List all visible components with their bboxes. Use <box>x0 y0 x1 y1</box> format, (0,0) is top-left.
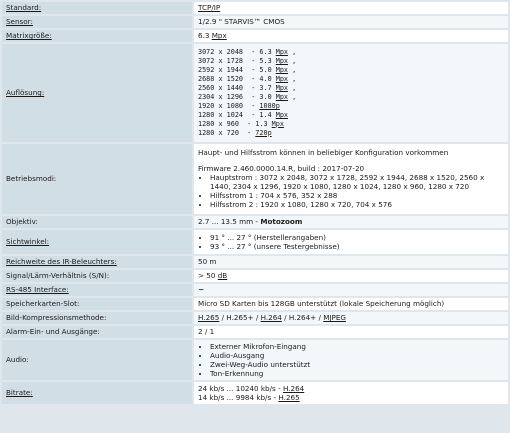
label-alarm: Alarm-Ein- und Ausgänge: <box>2 326 192 338</box>
value-alarm: 2 / 1 <box>194 326 508 338</box>
row-bitrate <box>2 382 508 404</box>
snr-value: > 50 <box>198 271 218 281</box>
row-memory <box>2 298 508 310</box>
mpx-link[interactable]: Mpx <box>275 48 289 57</box>
row-lens <box>2 216 508 228</box>
value-matrix <box>194 30 508 42</box>
list-item: • 91 ° ... 27 ° (Herstellerangaben) <box>210 233 504 242</box>
separator-text: / H.264+ / <box>281 313 324 323</box>
resolution-line: 1280 x 960 - 1.3 Mpx <box>198 119 284 128</box>
row-rs485 <box>2 284 508 296</box>
bitrate-line: 14 kb/s ... 9984 kb/s - H.265 <box>198 393 300 402</box>
value-ir: 50 m <box>194 256 508 268</box>
mode-list <box>198 173 504 210</box>
audio-list <box>198 342 504 379</box>
label-memory: Speicherkarten-Slot: <box>2 298 192 310</box>
list-item: • Hilfsstrom 1 : 704 x 576, 352 x 288 <box>210 191 504 200</box>
label-resolution[interactable]: Auflösung: <box>2 44 192 142</box>
row-resolution <box>2 44 508 142</box>
mode-intro: Haupt- und Hilfsstrom können in beliebiger Konfiguration vorkommen <box>198 148 449 158</box>
value-compression <box>194 312 508 324</box>
label-angle[interactable]: Sichtwinkel: <box>2 230 192 254</box>
label-lens: Objektiv: <box>2 216 192 228</box>
720p-link[interactable]: 720p <box>255 128 272 137</box>
row-mode <box>2 144 508 214</box>
row-standard <box>2 2 508 14</box>
value-angle <box>194 230 508 254</box>
row-ir <box>2 256 508 268</box>
mpx-link[interactable]: Mpx <box>275 66 289 75</box>
angle-list <box>198 233 504 251</box>
row-snr <box>2 270 508 282</box>
value-audio <box>194 340 508 380</box>
label-compression: Bild-Kompressionsmethode: <box>2 312 192 324</box>
list-item: • Externer Mikrofon-Eingang <box>210 342 504 351</box>
list-item: • Zwei-Weg-Audio unterstützt <box>210 360 504 369</box>
label-mode: Betriebsmodi: <box>2 144 192 214</box>
list-item: • Hilfsstrom 2 : 1920 x 1080, 1280 x 720, 704 x 576 <box>210 200 504 209</box>
firmware-text: Firmware 2.460.0000.14.R, build : 2017-07-20 <box>198 163 365 173</box>
matrix-value-text: 6.3 <box>198 31 212 41</box>
resolution-line: 2304 x 1296 - 3.0 Mpx , <box>198 93 297 101</box>
value-standard[interactable]: TCP/IP <box>194 2 508 14</box>
resolution-line: 3072 x 1728 - 5.3 Mpx , <box>198 57 297 66</box>
motozoom-label: Motozoom <box>260 217 303 227</box>
lens-range: 2.7 ... 13.5 mm - <box>198 217 261 227</box>
h265-link[interactable]: H.265 <box>198 313 220 323</box>
resolution-line: 1280 x 1024 - 1.4 Mpx <box>198 110 289 119</box>
list-item: • Audio-Ausgang <box>210 351 504 360</box>
1080p-link[interactable]: 1080p <box>259 101 280 110</box>
value-lens <box>194 216 508 228</box>
h264-link[interactable]: H.264 <box>282 383 305 393</box>
label-bitrate[interactable]: Bitrate: <box>2 382 192 404</box>
resolution-line: 2592 x 1944 - 5.0 Mpx , <box>198 66 297 75</box>
label-sensor[interactable]: Sensor: <box>2 16 192 28</box>
mpx-link[interactable]: Mpx <box>275 75 289 84</box>
mpx-link[interactable]: Mpx <box>275 84 289 93</box>
label-matrix[interactable]: Matrixgröße: <box>2 30 192 42</box>
value-resolution <box>194 44 508 142</box>
row-alarm <box>2 326 508 338</box>
label-rs485[interactable]: RS-485 Interface: <box>2 284 192 296</box>
value-bitrate <box>194 382 508 404</box>
mpx-link[interactable]: Mpx <box>275 110 289 119</box>
resolution-line: 1920 x 1080 - 1080p <box>198 101 280 110</box>
row-angle <box>2 230 508 254</box>
db-link[interactable]: dB <box>217 271 228 281</box>
mpx-link[interactable]: Mpx <box>211 31 227 41</box>
mpx-link[interactable]: Mpx <box>275 93 289 101</box>
resolution-line: 3072 x 2048 - 6.3 Mpx , <box>198 48 297 57</box>
value-rs485: − <box>194 284 508 296</box>
bitrate-line: 24 kb/s ... 10240 kb/s - H.264 <box>198 383 305 393</box>
separator-text: / H.265+ / <box>219 313 261 323</box>
mjpeg-link[interactable]: MJPEG <box>323 313 346 323</box>
resolution-line: 2688 x 1520 - 4.0 Mpx , <box>198 75 297 84</box>
value-snr <box>194 270 508 282</box>
label-audio: Audio: <box>2 340 192 380</box>
row-compression <box>2 312 508 324</box>
row-sensor <box>2 16 508 28</box>
label-ir[interactable]: Reichweite des IR-Beleuchters: <box>2 256 192 268</box>
row-matrix <box>2 30 508 42</box>
resolution-line: 1280 x 720 - 720p <box>198 128 272 137</box>
mpx-link[interactable]: Mpx <box>275 57 289 66</box>
label-standard[interactable]: Standard: <box>2 2 192 14</box>
row-audio <box>2 340 508 380</box>
value-sensor: 1/2.9 " STARVIS™ CMOS <box>194 16 508 28</box>
h265-link[interactable]: H.265 <box>278 393 300 402</box>
value-mode <box>194 144 508 214</box>
label-snr: Signal/Lärm-Verhältnis (S/N): <box>2 270 192 282</box>
list-item: • 93 ° ... 27 ° (unsere Testergebnisse) <box>210 242 504 251</box>
resolution-line: 2560 x 1440 - 3.7 Mpx , <box>198 84 297 93</box>
value-memory: Micro SD Karten bis 128GB unterstützt (lokale Speicherung möglich) <box>194 298 508 310</box>
list-item: • Hauptstrom : 3072 x 2048, 3072 x 1728, 2592 x 1944, 2688 x 1520, 2560 x 1440, 2304 x 1296, 1920 x 1080, 1280 x 1024, 1280 x 960, 1280 x 720 <box>210 173 504 191</box>
h264-link[interactable]: H.264 <box>260 313 282 323</box>
list-item: • Ton-Erkennung <box>210 369 504 378</box>
mpx-link[interactable]: Mpx <box>271 119 284 128</box>
